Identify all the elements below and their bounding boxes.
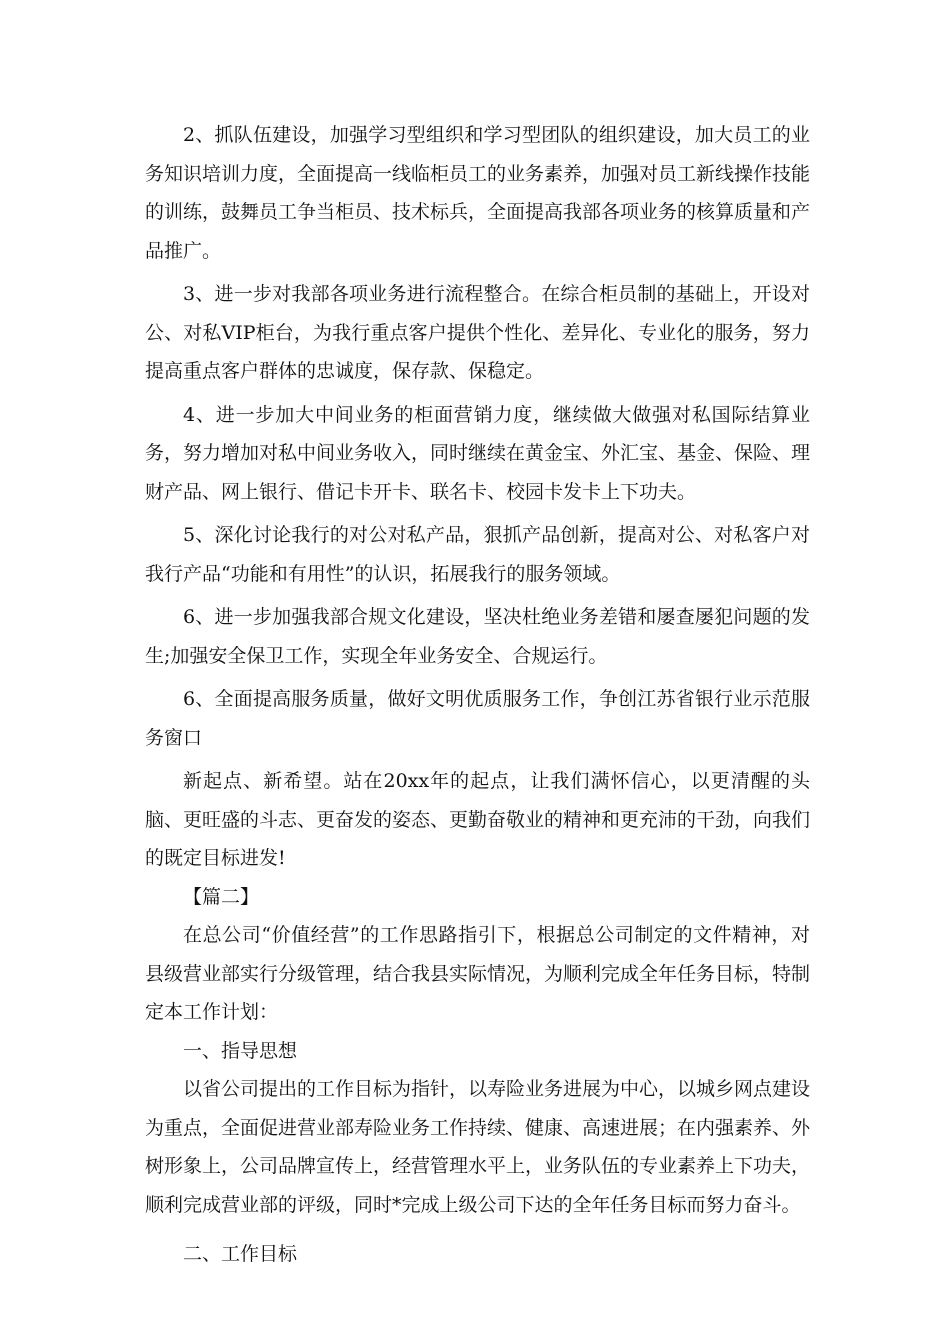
document-body bbox=[145, 116, 810, 1274]
paragraph-new-starting-point: 新起点、新希望。站在20xx年的起点，让我们满怀信心，以更清醒的头脑、更旺盛的斗志、更奋发的姿态、更勤奋敬业的精神和更充沛的干劲，向我们的既定目标进发! bbox=[145, 770, 811, 869]
section-heading-part-two: 【篇二】 bbox=[183, 885, 260, 908]
section-heading-guiding-ideology: 一、指导思想 bbox=[183, 1039, 298, 1062]
paragraph-item-3-process-integration: 3、进一步对我部各项业务进行流程整合。在综合柜员制的基础上，开设对公、对私VIP柜台，为我行重点客户提供个性化、差异化、专业化的服务，努力提高重点客户群体的忠诚度，保存款、保稳定。 bbox=[145, 283, 810, 382]
paragraph-item-5-product-innovation: 5、深化讨论我行的对公对私产品，狠抓产品创新，提高对公、对私客户对我行产品“功能和有用性”的认识，拓展我行的服务领域。 bbox=[145, 524, 810, 585]
paragraph-item-4-intermediate-business: 4、进一步加大中间业务的柜面营销力度，继续做大做强对私国际结算业务，努力增加对私中间业务收入，同时继续在黄金宝、外汇宝、基金、保险、理财产品、网上银行、借记卡开卡、联名卡、校园卡发卡上下功夫。 bbox=[145, 403, 811, 503]
paragraph-guiding-ideology: 以省公司提出的工作目标为指针，以寿险业务进展为中心，以城乡网点建设为重点，全面促进营业部寿险业务工作持续、健康、高速进展；在内强素养、外树形象上，公司品牌宣传上，经营管理水平上，业务队伍的专业素养上下功夫，顺利完成营业部的评级，同时*完成上级公司下达的全年任务目标而努力奋斗。 bbox=[145, 1078, 811, 1216]
paragraph-item-2-team-building: 2、抓队伍建设，加强学习型组织和学习型团队的组织建设，加大员工的业务知识培训力度，全面提高一线临柜员工的业务素养，加强对员工新线操作技能的训练，鼓舞员工争当柜员、技术标兵，全面提高我部各项业务的核算质量和产品推广。 bbox=[145, 124, 811, 262]
section-heading-work-goals: 二、工作目标 bbox=[183, 1243, 298, 1265]
paragraph-item-6-compliance: 6、进一步加强我部合规文化建设，坚决杜绝业务差错和屡查屡犯问题的发生;加强安全保卫工作，实现全年业务安全、合规运行。 bbox=[145, 606, 810, 667]
paragraph-plan-intro: 在总公司“价值经营”的工作思路指引下，根据总公司制定的文件精神，对县级营业部实行分级管理，结合我县实际情况，为顺利完成全年任务目标，特制定本工作计划： bbox=[145, 924, 811, 1023]
paragraph-item-6-service-quality: 6、全面提高服务质量，做好文明优质服务工作，争创江苏省银行业示范服务窗口 bbox=[145, 688, 810, 749]
